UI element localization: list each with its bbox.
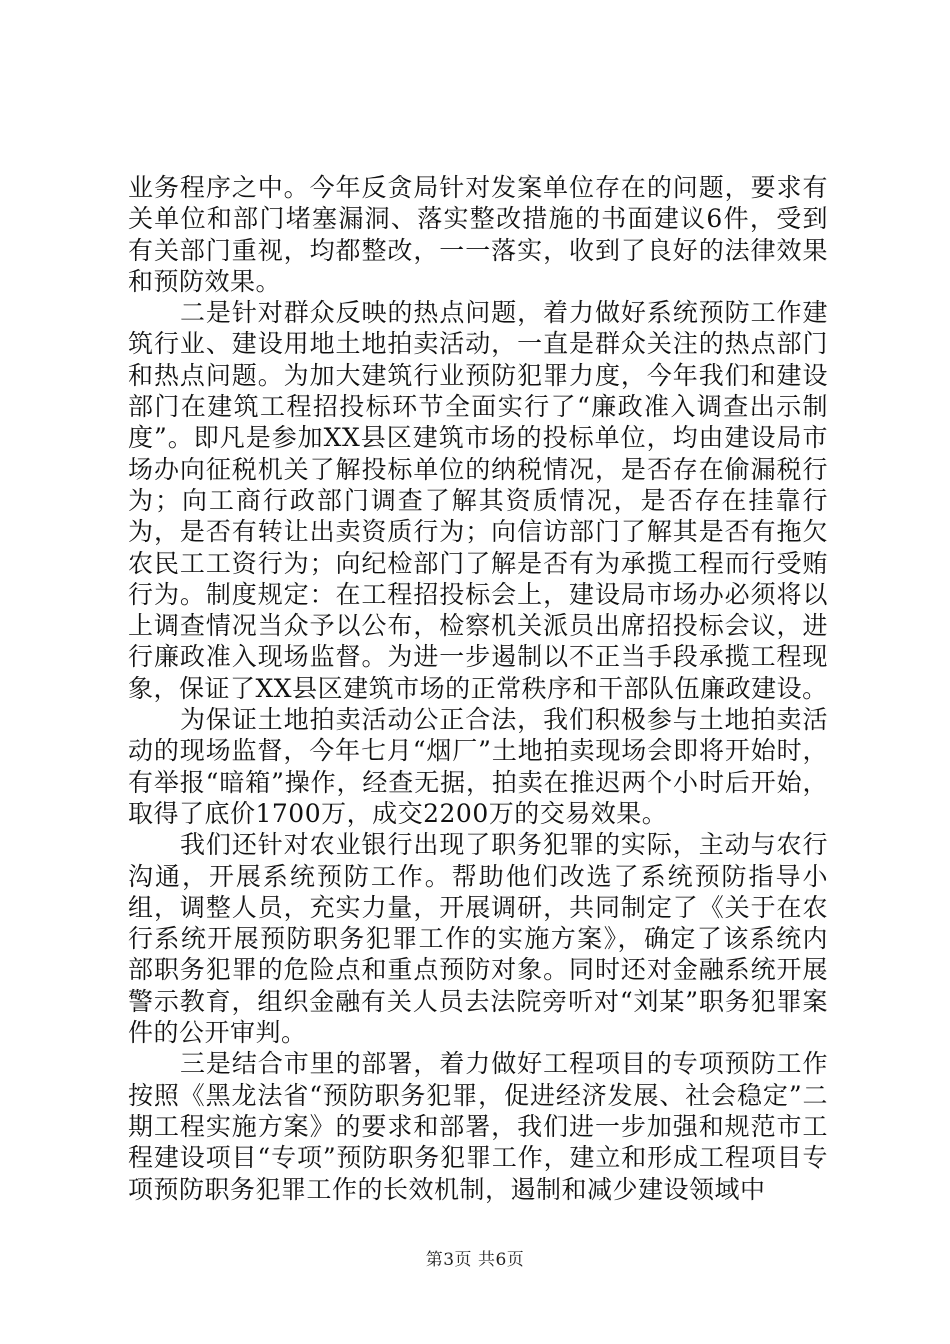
paragraph-3: 为保证土地拍卖活动公正合法，我们积极参与土地拍卖活动的现场监督，今年七月“烟厂”土地拍卖现场会即将开始时，有举报“暗箱”操作，经查无据，拍卖在推迟两个小时后开始，取得了底价1700万，成交2200万的交易效果。 bbox=[128, 705, 828, 828]
paragraph-5: 三是结合市里的部署，着力做好工程项目的专项预防工作按照《黑龙法省“预防职务犯罪，促进经济发展、社会稳定”二期工程实施方案》的要求和部署，我们进一步加强和规范市工程建设项目“专项”预防职务犯罪工作，建立和形成工程项目专项预防职务犯罪工作的长效机制，遏制和减少建设领域中 bbox=[128, 1049, 828, 1204]
paragraph-2: 二是针对群众反映的热点问题，着力做好系统预防工作建筑行业、建设用地土地拍卖活动，一直是群众关注的热点部门和热点问题。为加大建筑行业预防犯罪力度，今年我们和建设部门在建筑工程招投标环节全面实行了“廉政准入调查出示制度”。即凡是参加XX县区建筑市场的投标单位，均由建设局市场办向征税机关了解投标单位的纳税情况，是否存在偷漏税行为；向工商行政部门调查了解其资质情况，是否存在挂靠行为，是否有转让出卖资质行为；向信访部门了解其是否有拖欠农民工工资行为；向纪检部门了解是否有为承揽工程而行受贿行为。制度规定：在工程招投标会上，建设局市场办必须将以上调查情况当众予以公布，检察机关派员出席招投标会议，进行廉政准入现场监督。为进一步遏制以不正当手段承揽工程现象，保证了XX县区建筑市场的正常秩序和干部队伍廉政建设。 bbox=[128, 298, 828, 703]
page-footer: 第3页 共6页 bbox=[425, 1250, 525, 1270]
paragraph-4: 我们还针对农业银行出现了职务犯罪的实际，主动与农行沟通，开展系统预防工作。帮助他们改选了系统预防指导小组，调整人员，充实力量，开展调研，共同制定了《关于在农行系统开展预防职务犯罪工作的实施方案》，确定了该系统内部职务犯罪的危险点和重点预防对象。同时还对金融系统开展警示教育，组织金融有关人员去法院旁听对“刘某”职务犯罪案件的公开审判。 bbox=[128, 830, 828, 1048]
document-body bbox=[128, 172, 828, 1205]
paragraph-1: 业务程序之中。今年反贪局针对发案单位存在的问题，要求有关单位和部门堵塞漏洞、落实整改措施的书面建议6件，受到有关部门重视，均都整改，一一落实，收到了良好的法律效果和预防效果。 bbox=[128, 173, 828, 296]
